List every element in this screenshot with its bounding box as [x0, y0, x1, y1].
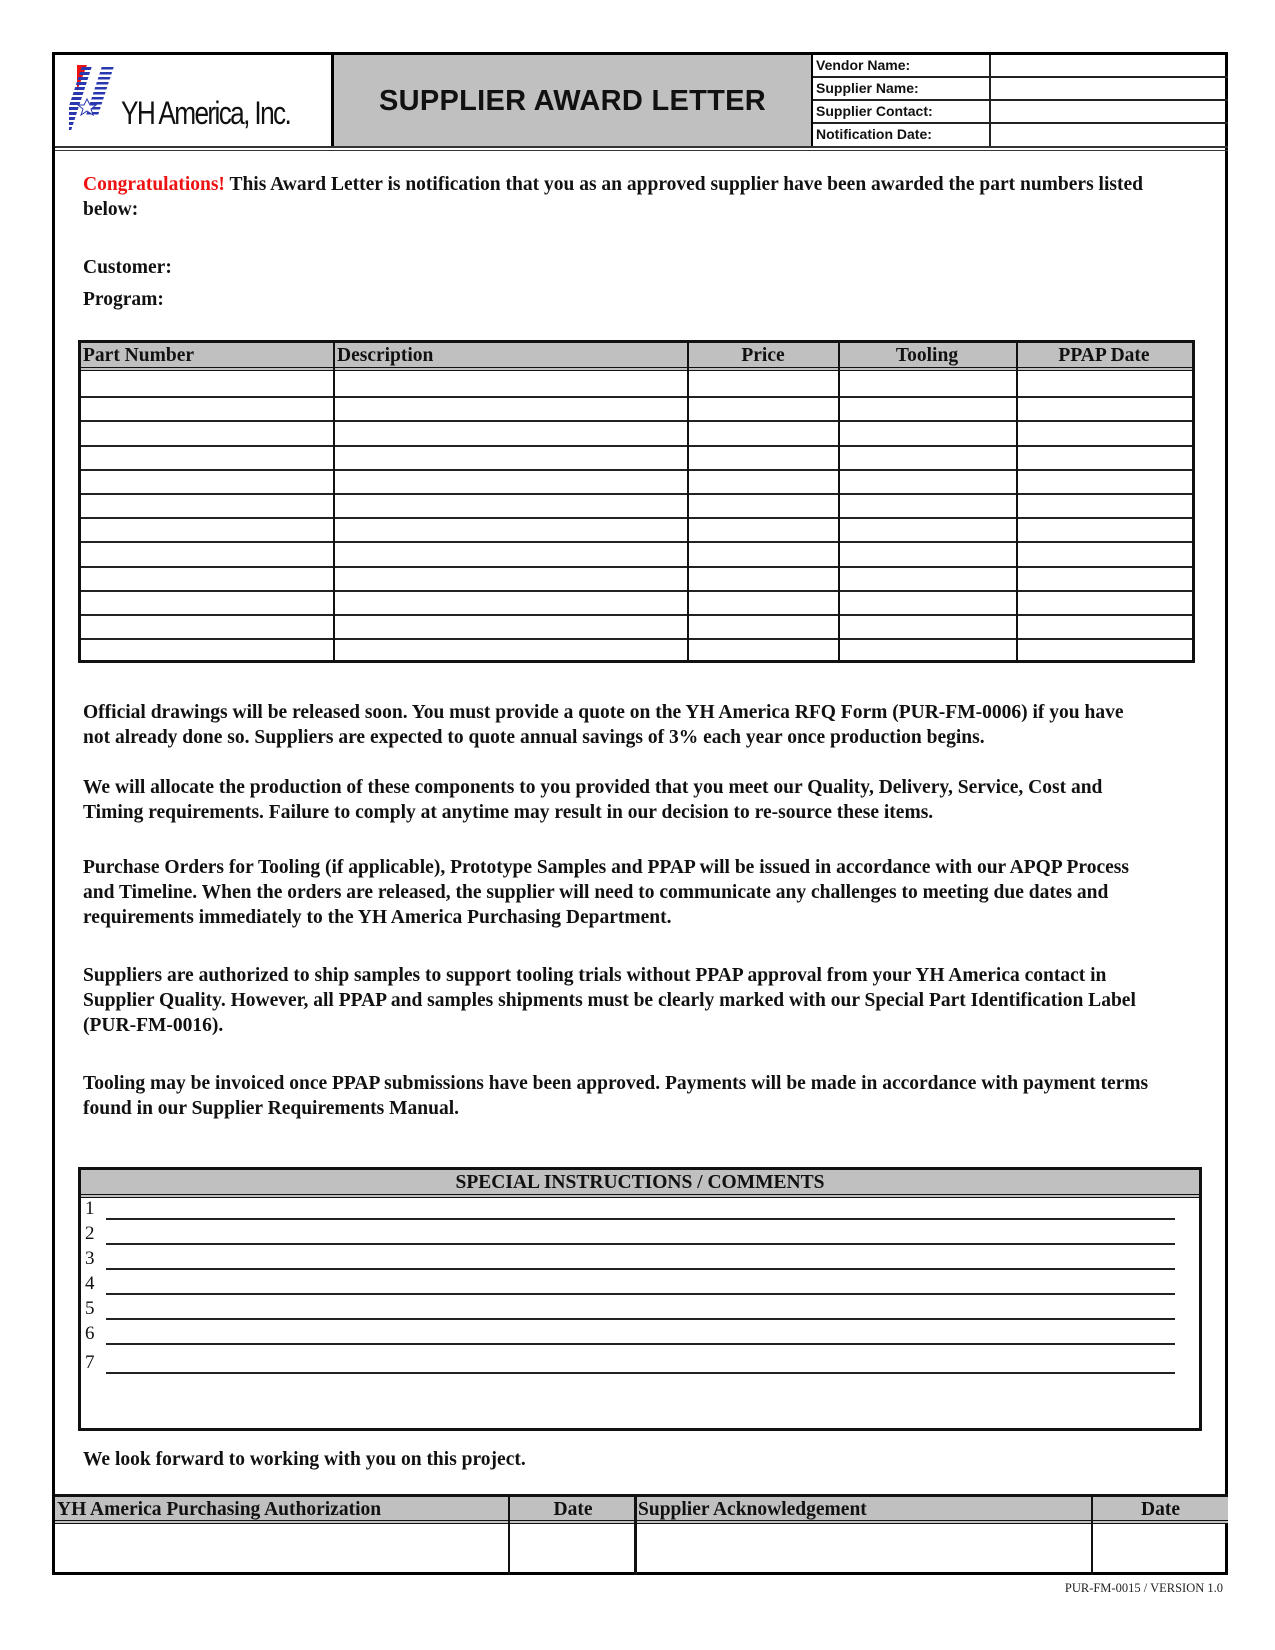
vendor-name-label: Vendor Name: [813, 55, 991, 76]
signoff-divider [508, 1494, 510, 1575]
table-cell[interactable] [83, 470, 333, 494]
signoff-divider [634, 1494, 637, 1575]
supplier-name-label: Supplier Name: [813, 78, 991, 99]
comment-number: 5 [85, 1298, 95, 1319]
table-cell[interactable] [337, 518, 687, 542]
table-cell[interactable] [1020, 446, 1193, 470]
table-cell[interactable] [691, 591, 838, 615]
table-cell[interactable] [691, 397, 838, 421]
supplier-acknowledgement-label: Supplier Acknowledgement [638, 1499, 867, 1520]
special-instructions-box [78, 1167, 1202, 1431]
body-paragraph [83, 963, 1203, 1038]
customer-label: Customer: [83, 257, 172, 278]
comment-field[interactable] [108, 1271, 1175, 1292]
table-cell[interactable] [1020, 518, 1193, 542]
body-paragraph [83, 775, 1203, 825]
table-cell[interactable] [337, 494, 687, 518]
table-row [81, 446, 1192, 470]
table-cell[interactable] [1020, 494, 1193, 518]
table-cell[interactable] [1020, 470, 1193, 494]
vendor-name-row [813, 55, 1228, 78]
comment-field[interactable] [108, 1350, 1175, 1371]
table-cell[interactable] [691, 615, 838, 639]
table-cell[interactable] [337, 421, 687, 445]
table-cell[interactable] [1020, 615, 1193, 639]
comment-underline [106, 1243, 1175, 1245]
col-ppap-date: PPAP Date [1058, 345, 1150, 366]
table-cell[interactable] [83, 494, 333, 518]
table-cell[interactable] [691, 567, 838, 591]
company-logo-icon [69, 63, 125, 135]
purchasing-date-label: Date [553, 1499, 593, 1520]
table-cell[interactable] [83, 446, 333, 470]
paragraph-line: We will allocate the production of these components to you provided that you meet our Quality, Delivery, Service, Cost and [83, 777, 1103, 798]
body-paragraph [83, 855, 1203, 930]
paragraph-line: (PUR-FM-0016). [83, 1015, 224, 1036]
table-row [81, 542, 1192, 566]
comment-underline [106, 1218, 1175, 1220]
table-cell[interactable] [83, 639, 333, 663]
table-cell[interactable] [691, 494, 838, 518]
intro-line-1: This Award Letter is notification that you as an approved supplier have been awarded the part numbers listed [224, 174, 1143, 195]
table-cell[interactable] [83, 397, 333, 421]
table-cell[interactable] [1020, 421, 1193, 445]
purchasing-date-field[interactable] [510, 1528, 634, 1574]
table-cell[interactable] [842, 615, 1016, 639]
table-row [81, 494, 1192, 518]
supplier-date-label: Date [1141, 1499, 1180, 1520]
table-cell[interactable] [842, 567, 1016, 591]
purchasing-signature-field[interactable] [55, 1528, 508, 1574]
congrats-text: Congratulations! [83, 174, 225, 195]
table-cell[interactable] [691, 542, 838, 566]
comment-field[interactable] [108, 1196, 1175, 1217]
table-cell[interactable] [337, 446, 687, 470]
comment-field[interactable] [108, 1221, 1175, 1242]
table-cell[interactable] [1020, 639, 1193, 663]
col-divider [333, 343, 335, 660]
table-row [81, 397, 1192, 421]
table-row [81, 518, 1192, 542]
table-cell[interactable] [842, 446, 1016, 470]
table-cell[interactable] [83, 421, 333, 445]
table-cell[interactable] [337, 542, 687, 566]
comment-number: 2 [85, 1223, 95, 1244]
parts-table-header [81, 343, 1192, 371]
signoff-header [55, 1494, 1228, 1524]
purchasing-authorization-label: YH America Purchasing Authorization [57, 1499, 382, 1520]
paragraph-line: not already done so. Suppliers are expected to quote annual savings of 3% each year once production begins. [83, 727, 985, 748]
supplier-signature-field[interactable] [636, 1528, 1091, 1574]
paragraph-line: Official drawings will be released soon. You must provide a quote on the YH America RFQ Form (PUR-FM-0006) if you have [83, 702, 1124, 723]
comment-underline [106, 1372, 1175, 1374]
table-row [81, 615, 1192, 639]
table-cell[interactable] [842, 639, 1016, 663]
table-cell[interactable] [691, 639, 838, 663]
body-paragraph [83, 1071, 1203, 1121]
table-cell[interactable] [1020, 567, 1193, 591]
paragraph-line: Tooling may be invoiced once PPAP submissions have been approved. Payments will be made in accordance with payment terms [83, 1073, 1149, 1094]
table-cell[interactable] [842, 591, 1016, 615]
table-cell[interactable] [842, 373, 1016, 397]
comment-number: 6 [85, 1323, 95, 1344]
paragraph-line: requirements immediately to the YH America Purchasing Department. [83, 907, 672, 928]
table-cell[interactable] [337, 615, 687, 639]
table-cell[interactable] [337, 639, 687, 663]
program-label: Program: [83, 289, 164, 310]
page-title: SUPPLIER AWARD LETTER [378, 84, 767, 117]
table-cell[interactable] [691, 373, 838, 397]
paragraph-line: Purchase Orders for Tooling (if applicable), Prototype Samples and PPAP will be issued in accordance with our APQP Process [83, 857, 1129, 878]
table-cell[interactable] [691, 470, 838, 494]
table-row [81, 567, 1192, 591]
body-paragraph [83, 700, 1203, 750]
comment-field[interactable] [108, 1321, 1175, 1342]
supplier-contact-field[interactable] [991, 101, 1228, 122]
table-cell[interactable] [337, 591, 687, 615]
title-cell [331, 55, 813, 147]
col-price: Price [741, 345, 785, 366]
vendor-info-table [813, 55, 1228, 147]
comment-underline [106, 1343, 1175, 1345]
table-cell[interactable] [337, 567, 687, 591]
table-cell[interactable] [842, 542, 1016, 566]
paragraph-line: Timing requirements. Failure to comply at anytime may result in our decision to re-source these items. [83, 802, 934, 823]
table-cell[interactable] [83, 591, 333, 615]
comment-number: 3 [85, 1248, 95, 1269]
table-cell[interactable] [691, 518, 838, 542]
notification-date-field[interactable] [991, 124, 1228, 147]
table-cell[interactable] [1020, 373, 1193, 397]
table-row [81, 373, 1192, 397]
company-name: YH America, Inc. [121, 95, 291, 131]
table-cell[interactable] [842, 397, 1016, 421]
table-cell[interactable] [83, 518, 333, 542]
table-cell[interactable] [83, 373, 333, 397]
table-row [81, 591, 1192, 615]
table-cell[interactable] [691, 421, 838, 445]
col-tooling: Tooling [895, 345, 959, 366]
table-cell[interactable] [83, 615, 333, 639]
table-cell[interactable] [337, 397, 687, 421]
table-row [81, 470, 1192, 494]
col-part-number: Part Number [83, 345, 195, 366]
table-cell[interactable] [1020, 542, 1193, 566]
supplier-contact-row [813, 101, 1228, 124]
table-cell[interactable] [842, 470, 1016, 494]
table-cell[interactable] [691, 446, 838, 470]
logo-cell [55, 55, 331, 147]
table-cell[interactable] [83, 567, 333, 591]
table-cell[interactable] [842, 494, 1016, 518]
notification-date-row [813, 124, 1228, 147]
comment-underline [106, 1318, 1175, 1320]
comment-underline [106, 1268, 1175, 1270]
comment-field[interactable] [108, 1246, 1175, 1267]
supplier-name-field[interactable] [991, 78, 1228, 99]
table-cell[interactable] [337, 373, 687, 397]
table-cell[interactable] [83, 542, 333, 566]
table-cell[interactable] [842, 518, 1016, 542]
table-row [81, 421, 1192, 445]
comment-field[interactable] [108, 1296, 1175, 1317]
table-cell[interactable] [1020, 397, 1193, 421]
supplier-date-field[interactable] [1093, 1528, 1226, 1574]
table-cell[interactable] [842, 421, 1016, 445]
col-divider [1016, 343, 1018, 660]
table-cell[interactable] [337, 470, 687, 494]
notification-date-label: Notification Date: [813, 124, 991, 147]
paragraph-line: Supplier Quality. However, all PPAP and samples shipments must be clearly marked with our Special Part Identification Label [83, 990, 1136, 1011]
form-version: PUR-FM-0015 / VERSION 1.0 [1064, 1581, 1223, 1595]
intro-line-2: below: [83, 199, 139, 220]
paragraph-line: Suppliers are authorized to ship samples to support tooling trials without PPAP approval from your YH America contact in [83, 965, 1107, 986]
header-divider [55, 146, 1228, 151]
supplier-contact-label: Supplier Contact: [813, 101, 991, 122]
comment-number: 1 [85, 1198, 95, 1219]
col-divider [838, 343, 840, 660]
table-cell[interactable] [1020, 591, 1193, 615]
comment-number: 7 [85, 1352, 95, 1373]
comment-underline [106, 1293, 1175, 1295]
closing-text: We look forward to working with you on this project. [83, 1449, 526, 1470]
paragraph-line: found in our Supplier Requirements Manual. [83, 1098, 460, 1119]
signoff-divider [1091, 1494, 1093, 1575]
special-instructions-title: SPECIAL INSTRUCTIONS / COMMENTS [81, 1170, 1199, 1198]
paragraph-line: and Timeline. When the orders are released, the supplier will need to communicate any challenges to meeting due dates and [83, 882, 1109, 903]
col-description: Description [337, 345, 434, 366]
col-divider [687, 343, 689, 660]
vendor-name-field[interactable] [991, 55, 1228, 76]
table-row [81, 639, 1192, 663]
supplier-name-row [813, 78, 1228, 101]
intro-paragraph [83, 172, 1203, 222]
comment-number: 4 [85, 1273, 95, 1294]
parts-table [78, 340, 1195, 663]
